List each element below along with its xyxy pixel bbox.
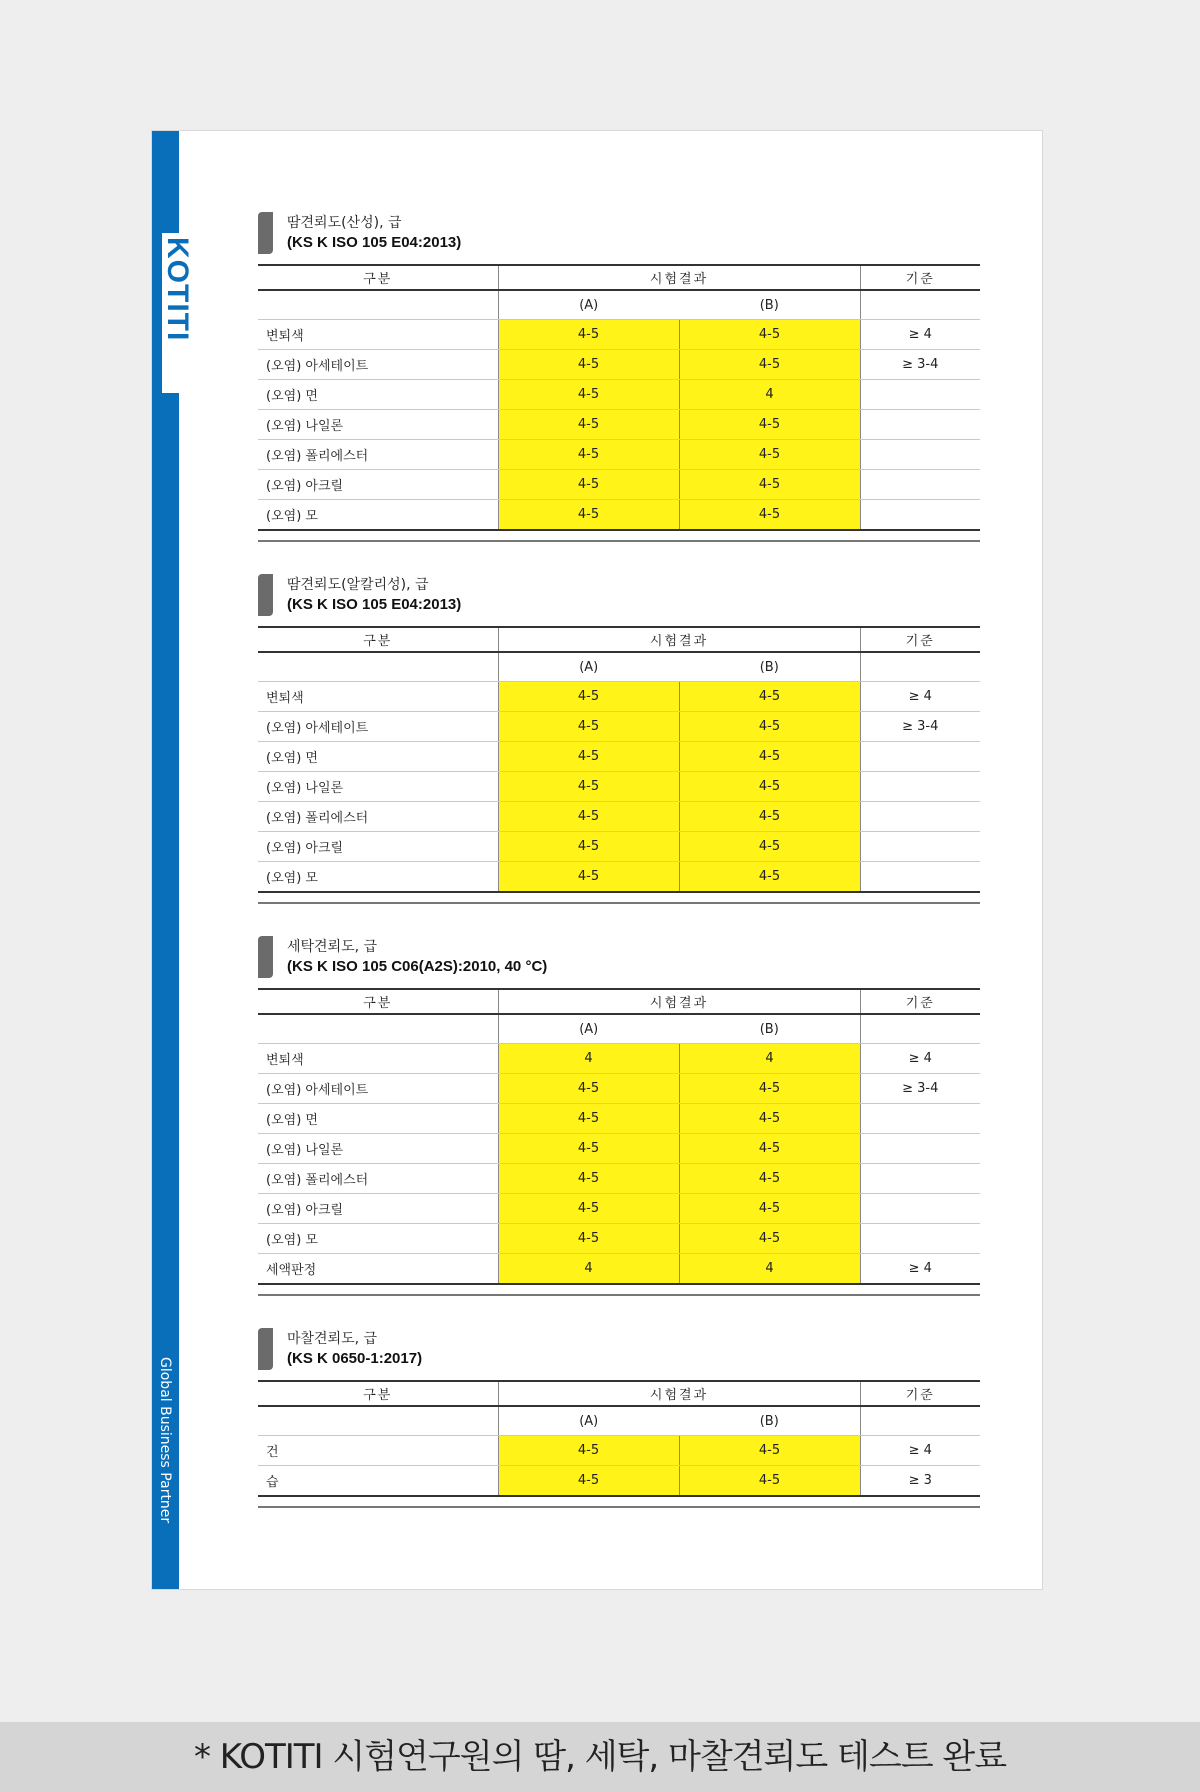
header-criteria: 기준: [860, 989, 980, 1014]
row-label: (오염) 나일론: [258, 410, 498, 440]
table-row: [258, 410, 980, 440]
table-header-row: [258, 989, 980, 1014]
table-row: [258, 772, 980, 802]
subheader-empty: [860, 1406, 980, 1436]
table-row: [258, 1074, 980, 1104]
header-sample-a: (A): [498, 652, 679, 682]
subheader-empty: [258, 1406, 498, 1436]
section-standard: (KS K ISO 105 C06(A2S):2010, 40 °C): [287, 958, 548, 975]
criteria-value: [860, 742, 980, 772]
result-b: 4-5: [679, 500, 860, 531]
section-end-rule: [258, 540, 980, 542]
section-header: [258, 212, 980, 264]
table-row: [258, 1104, 980, 1134]
row-label: 변퇴색: [258, 320, 498, 350]
section-standard: (KS K ISO 105 E04:2013): [287, 596, 462, 613]
criteria-value: [860, 440, 980, 470]
result-a: 4-5: [498, 832, 679, 862]
result-b: 4-5: [679, 1104, 860, 1134]
header-sample-a: (A): [498, 290, 679, 320]
table-row: [258, 682, 980, 712]
header-category: 구분: [258, 627, 498, 652]
result-b: 4-5: [679, 682, 860, 712]
header-sample-a: (A): [498, 1014, 679, 1044]
table-subheader-row: [258, 1406, 980, 1436]
criteria-value: [860, 1134, 980, 1164]
caption: * KOTITI 시험연구원의 땀, 세탁, 마찰견뢰도 테스트 완료: [0, 1722, 1200, 1792]
result-a: 4-5: [498, 1134, 679, 1164]
subheader-empty: [258, 1014, 498, 1044]
row-label: (오염) 나일론: [258, 772, 498, 802]
criteria-value: [860, 1194, 980, 1224]
criteria-value: ≥ 4: [860, 682, 980, 712]
table-row: [258, 1134, 980, 1164]
result-a: 4-5: [498, 380, 679, 410]
result-a: 4-5: [498, 1224, 679, 1254]
criteria-value: ≥ 3: [860, 1466, 980, 1497]
table-header-row: [258, 265, 980, 290]
header-sample-b: (B): [679, 1406, 860, 1436]
result-b: 4: [679, 1254, 860, 1285]
result-b: 4-5: [679, 712, 860, 742]
section-marker: [258, 1328, 273, 1370]
header-category: 구분: [258, 989, 498, 1014]
result-a: 4-5: [498, 1074, 679, 1104]
criteria-value: ≥ 4: [860, 1044, 980, 1074]
table-row: [258, 832, 980, 862]
result-b: 4-5: [679, 320, 860, 350]
table-row: [258, 1254, 980, 1285]
row-label: (오염) 아크릴: [258, 470, 498, 500]
row-label: 변퇴색: [258, 682, 498, 712]
section-header: [258, 1328, 980, 1380]
row-label: (오염) 아세테이트: [258, 350, 498, 380]
criteria-value: [860, 802, 980, 832]
table-row: [258, 440, 980, 470]
subheader-empty: [860, 290, 980, 320]
tagline: Global Business Partner: [157, 1357, 173, 1524]
section-standard: (KS K 0650-1:2017): [287, 1350, 423, 1367]
result-a: 4-5: [498, 1436, 679, 1466]
section-marker: [258, 212, 273, 254]
section-title: 땀견뢰도(알칼리성), 급: [287, 577, 429, 593]
header-sample-b: (B): [679, 652, 860, 682]
table-subheader-row: [258, 1014, 980, 1044]
result-b: 4-5: [679, 350, 860, 380]
row-label: 변퇴색: [258, 1044, 498, 1074]
table-row: [258, 500, 980, 531]
section-title: 세탁견뢰도, 급: [287, 939, 378, 955]
criteria-value: [860, 1104, 980, 1134]
table-row: [258, 712, 980, 742]
section-title: 마찰견뢰도, 급: [287, 1331, 378, 1347]
result-b: 4-5: [679, 772, 860, 802]
section-end-rule: [258, 902, 980, 904]
criteria-value: [860, 470, 980, 500]
results-table: [258, 1380, 980, 1497]
row-label: (오염) 폴리에스터: [258, 1164, 498, 1194]
result-a: 4-5: [498, 1164, 679, 1194]
result-a: 4-5: [498, 440, 679, 470]
criteria-value: ≥ 3-4: [860, 1074, 980, 1104]
table-subheader-row: [258, 652, 980, 682]
table-row: [258, 802, 980, 832]
result-a: 4-5: [498, 320, 679, 350]
result-b: 4-5: [679, 1466, 860, 1497]
result-a: 4-5: [498, 1466, 679, 1497]
table-row: [258, 1224, 980, 1254]
row-label: (오염) 면: [258, 1104, 498, 1134]
row-label: 건: [258, 1436, 498, 1466]
criteria-value: ≥ 3-4: [860, 712, 980, 742]
criteria-value: ≥ 4: [860, 320, 980, 350]
criteria-value: [860, 1224, 980, 1254]
test-section: [258, 1328, 980, 1508]
header-results: 시험결과: [498, 1381, 860, 1406]
subheader-empty: [258, 652, 498, 682]
criteria-value: [860, 772, 980, 802]
row-label: (오염) 아세테이트: [258, 712, 498, 742]
section-marker: [258, 936, 273, 978]
table-row: [258, 1436, 980, 1466]
results-table: [258, 988, 980, 1285]
row-label: (오염) 면: [258, 742, 498, 772]
criteria-value: [860, 410, 980, 440]
row-label: (오염) 모: [258, 1224, 498, 1254]
criteria-value: [860, 380, 980, 410]
section-end-rule: [258, 1506, 980, 1508]
result-b: 4-5: [679, 1074, 860, 1104]
subheader-empty: [258, 290, 498, 320]
result-a: 4-5: [498, 1194, 679, 1224]
criteria-value: [860, 862, 980, 893]
result-b: 4-5: [679, 1134, 860, 1164]
section-standard: (KS K ISO 105 E04:2013): [287, 234, 462, 251]
test-section: [258, 936, 980, 1296]
section-end-rule: [258, 1294, 980, 1296]
document-page: [151, 130, 1043, 1590]
result-b: 4-5: [679, 1164, 860, 1194]
subheader-empty: [860, 652, 980, 682]
table-row: [258, 1044, 980, 1074]
row-label: 세액판정: [258, 1254, 498, 1285]
section-header: [258, 936, 980, 988]
result-a: 4-5: [498, 802, 679, 832]
results-table: [258, 264, 980, 531]
subheader-empty: [860, 1014, 980, 1044]
result-b: 4-5: [679, 1224, 860, 1254]
result-b: 4-5: [679, 802, 860, 832]
section-marker: [258, 574, 273, 616]
result-b: 4-5: [679, 832, 860, 862]
header-results: 시험결과: [498, 989, 860, 1014]
row-label: (오염) 아크릴: [258, 832, 498, 862]
section-header: [258, 574, 980, 626]
result-b: 4: [679, 1044, 860, 1074]
table-row: [258, 1466, 980, 1497]
result-a: 4: [498, 1044, 679, 1074]
result-b: 4-5: [679, 1436, 860, 1466]
header-criteria: 기준: [860, 627, 980, 652]
table-row: [258, 1164, 980, 1194]
result-a: 4-5: [498, 742, 679, 772]
result-b: 4-5: [679, 470, 860, 500]
header-criteria: 기준: [860, 265, 980, 290]
test-section: [258, 574, 980, 904]
header-sample-b: (B): [679, 290, 860, 320]
result-b: 4-5: [679, 440, 860, 470]
row-label: (오염) 폴리에스터: [258, 440, 498, 470]
table-row: [258, 350, 980, 380]
table-row: [258, 1194, 980, 1224]
row-label: (오염) 아세테이트: [258, 1074, 498, 1104]
row-label: (오염) 모: [258, 862, 498, 893]
table-row: [258, 742, 980, 772]
result-a: 4-5: [498, 410, 679, 440]
row-label: (오염) 나일론: [258, 1134, 498, 1164]
header-results: 시험결과: [498, 265, 860, 290]
row-label: 습: [258, 1466, 498, 1497]
result-a: 4-5: [498, 1104, 679, 1134]
criteria-value: ≥ 4: [860, 1254, 980, 1285]
section-title: 땀견뢰도(산성), 급: [287, 215, 402, 231]
result-a: 4: [498, 1254, 679, 1285]
row-label: (오염) 폴리에스터: [258, 802, 498, 832]
result-a: 4-5: [498, 470, 679, 500]
criteria-value: ≥ 3-4: [860, 350, 980, 380]
table-subheader-row: [258, 290, 980, 320]
table-row: [258, 470, 980, 500]
header-category: 구분: [258, 265, 498, 290]
criteria-value: [860, 500, 980, 531]
result-a: 4-5: [498, 350, 679, 380]
criteria-value: [860, 832, 980, 862]
table-row: [258, 380, 980, 410]
result-a: 4-5: [498, 682, 679, 712]
row-label: (오염) 모: [258, 500, 498, 531]
header-results: 시험결과: [498, 627, 860, 652]
result-a: 4-5: [498, 712, 679, 742]
result-b: 4-5: [679, 410, 860, 440]
row-label: (오염) 면: [258, 380, 498, 410]
table-row: [258, 320, 980, 350]
header-sample-a: (A): [498, 1406, 679, 1436]
result-b: 4: [679, 380, 860, 410]
header-category: 구분: [258, 1381, 498, 1406]
header-criteria: 기준: [860, 1381, 980, 1406]
criteria-value: [860, 1164, 980, 1194]
table-row: [258, 862, 980, 893]
header-sample-b: (B): [679, 1014, 860, 1044]
criteria-value: ≥ 4: [860, 1436, 980, 1466]
row-label: (오염) 아크릴: [258, 1194, 498, 1224]
test-section: [258, 212, 980, 542]
result-b: 4-5: [679, 742, 860, 772]
table-header-row: [258, 627, 980, 652]
result-a: 4-5: [498, 500, 679, 531]
result-a: 4-5: [498, 862, 679, 893]
table-header-row: [258, 1381, 980, 1406]
results-table: [258, 626, 980, 893]
kotiti-logo: KOTITI: [161, 237, 194, 342]
result-a: 4-5: [498, 772, 679, 802]
result-b: 4-5: [679, 1194, 860, 1224]
result-b: 4-5: [679, 862, 860, 893]
